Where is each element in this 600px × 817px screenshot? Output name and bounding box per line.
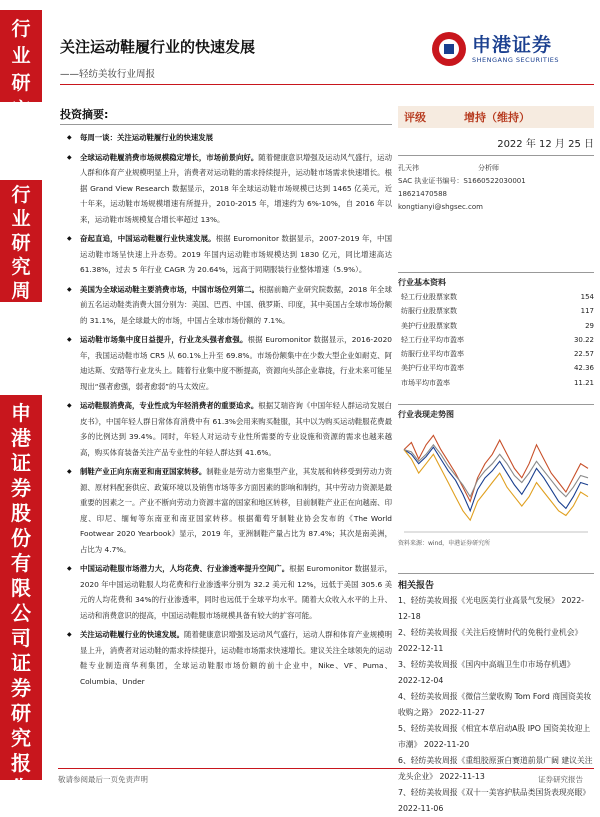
related-report-title: 5、轻纺美妆周报《相宜本草启动A股 IPO 国资美妆迎上市潮》 — [398, 724, 591, 750]
summary-heading: 投资摘要: — [60, 108, 109, 121]
sidebar-char: 报 — [11, 304, 31, 326]
summary-paragraph — [64, 464, 392, 557]
sidebar-char: 究 — [11, 726, 31, 750]
industry-data-row — [398, 347, 594, 361]
page-title: 关注运动鞋履行业的快速发展 — [60, 38, 256, 56]
industry-data-key: 市场平均市盈率 — [401, 378, 450, 387]
sidebar-char: 股 — [11, 501, 31, 525]
divider — [398, 573, 594, 574]
summary-paragraph — [64, 231, 392, 278]
related-report-date: 2022-12-18 — [398, 596, 585, 622]
summary-paragraph-body: 根据前瞻产业研究院数据，2018 年全球前五名运动鞋类消费大国分别为：美国、巴西、中国、俄罗斯、印度，其中美国占全球市场份额的 31.1%，是全球最大的市场，中国占全球市场份额的 7.1%。 — [80, 284, 392, 325]
analyst-phone: 18621470588 — [398, 190, 447, 198]
related-report-item[interactable] — [398, 625, 594, 657]
related-report-date: 2022-11-27 — [439, 708, 485, 718]
summary-paragraph-body: 随着健康意识增强及运动风气盛行，运动人群和体育产业规模明显上升，消费者对运动鞋的需求持续提升，运动鞋市场需求快速增长。根据 Grand View Research 数据显示，2018 年全球运动鞋市场规模已达到 1465 亿美元，近十年来，运动鞋市场规模增速有所提升，2010-2015 年，增速约为 6%-10%，自 2016 年以来，运动鞋市场规模复合增长率超过 13%。 — [80, 152, 392, 224]
industry-data-key: 纺服行业股票家数 — [401, 307, 457, 316]
related-report-title: 2、轻纺美妆周报《关注后疫情时代的免税行业机会》 — [398, 628, 583, 638]
industry-data-row — [398, 319, 594, 333]
summary-content — [64, 126, 392, 689]
related-report-item[interactable] — [398, 721, 594, 753]
related-report-date: 2022-11-13 — [439, 772, 485, 782]
industry-data-value: 22.57 — [573, 350, 594, 359]
sidebar-char: 限 — [11, 576, 31, 600]
logo-icon — [432, 32, 466, 66]
chart-title: 行业表现走势图 — [398, 410, 454, 420]
related-report-title: 1、轻纺美妆周报《光电医美行业高景气发展》 — [398, 596, 562, 606]
rating-label: 评级 — [404, 111, 426, 124]
summary-paragraph-body: 根据 Euromonitor 数据显示，2016-2020 年，我国运动鞋市场 CR5 从 60.1%上升至 69.8%。市场份额集中在少数大型企业如耐克、阿迪达斯、安踏等行业龙头上。随着行业集中度不断提高，资源向头部企业靠拢，行业未来可能呈现出“强者愈强，弱者愈弱”的马太效应。 — [80, 335, 392, 391]
summary-paragraph-body: 随着健康意识增强及运动风气盛行，运动人群和体育产业规模明显上升，消费者对运动鞋的需求持续提升，运动鞋市场需求快速增长。建议关注全球领先的运动鞋专业制造商华利集团，全球运动鞋服市场份额的前十企业中，Nike、VF、Puma、Columbia、Under — [80, 630, 392, 686]
industry-data-key: 美护行业股票家数 — [401, 321, 457, 330]
footer-disclaimer[interactable]: 敬请参阅最后一页免责声明 — [58, 775, 148, 784]
industry-data-key: 轻工行业股票家数 — [401, 293, 457, 301]
industry-data-row — [398, 361, 594, 375]
related-report-item[interactable] — [398, 785, 594, 817]
rating-value: 增持（维持） — [464, 111, 530, 124]
summary-paragraph-body: 根据艾瑞咨询《中国年轻人群运动发展白皮书》，中国年轻人群日常体育消费中有 61.3%会用来购买鞋服，其中以为购买运动鞋服花费最多的比例达到 39.4%。同时，年轻人对运动专业性所需要的专业设施和资源的需求也越来越高，购买体育装备关注产品专业性的年轻人群达到 41.6%。 — [80, 401, 392, 457]
related-report-title: 4、轻纺美妆周报《微信兰蒙收购 Tom Ford 商国资美妆收购之路》 — [398, 692, 592, 718]
sidebar-char: 有 — [11, 551, 31, 575]
sidebar-char: 报 — [11, 751, 31, 775]
industry-data-key: 美护行业平均市盈率 — [401, 364, 464, 373]
summary-paragraph — [64, 332, 392, 394]
header-divider — [60, 84, 594, 85]
footer-label: 证券研究报告 — [538, 775, 583, 784]
logo-en-text: SHENGANG SECURITIES — [472, 56, 560, 64]
performance-chart — [398, 420, 594, 538]
industry-data-value: 30.22 — [573, 335, 594, 344]
summary-paragraph — [64, 282, 392, 329]
rating-bar — [398, 106, 594, 128]
summary-paragraph-body: 根据 Euromonitor 数据显示，2020 年中国运动鞋服人均花费和行业渗透率分别为 32.2 美元和 12%，远低于美国 305.6 美元的人均花费和 34%的行业渗透率，同时也远低于全球平均水平。随着大众收入水平的上升、运动和消费意识的提高，中国运动鞋服市场规模具备有较大的扩容可能。 — [80, 564, 392, 620]
sidebar-char: 行 — [11, 184, 31, 206]
summary-paragraph — [64, 150, 392, 228]
industry-data-heading: 行业基本资料 — [398, 278, 446, 287]
sidebar-char: 港 — [11, 426, 31, 450]
industry-data-row — [398, 290, 594, 304]
footer-divider — [58, 768, 594, 769]
performance-chart-svg — [398, 420, 594, 538]
sidebar-char: 周 — [11, 280, 31, 302]
summary-paragraph-lead: 美国为全球运动鞋主要消费市场，中国市场位列第二。 — [80, 284, 259, 294]
divider — [398, 272, 594, 273]
summary-paragraph-lead: 中国运动鞋服市场潜力大，人均花费、行业渗透率提升空间广。 — [80, 564, 290, 573]
summary-paragraph-lead: 制鞋产业正向东南亚和南亚国家转移。 — [80, 467, 207, 476]
sidebar-char: 司 — [11, 626, 31, 650]
analyst-role: 分析师 — [478, 164, 499, 172]
sidebar-char: 申 — [11, 401, 31, 425]
related-report-item[interactable] — [398, 593, 594, 625]
summary-paragraph — [64, 561, 392, 623]
logo-cn-text: 申港证券 — [472, 34, 553, 56]
sidebar-char: 公 — [11, 601, 31, 625]
summary-paragraph — [64, 398, 392, 460]
analyst-info — [398, 162, 594, 214]
sidebar-char: 业 — [11, 45, 31, 67]
sidebar-char: 业 — [11, 208, 31, 230]
right-column — [398, 106, 594, 817]
related-report-date: 2022-11-20 — [423, 740, 470, 750]
industry-data-row — [398, 333, 594, 347]
industry-data-row — [398, 304, 594, 318]
analyst-name: 孔天祎 — [398, 164, 419, 172]
industry-data-value: 117 — [580, 307, 594, 316]
page-subtitle: ——轻纺美妆行业周报 — [60, 69, 156, 80]
chart-series-line — [404, 445, 588, 497]
sidebar — [0, 0, 42, 800]
sidebar-char: 究 — [11, 256, 31, 278]
sac-label: SAC 执业证书编号： — [398, 177, 464, 185]
related-report-title: 6、轻纺美妆周报《重组胶原蛋白赛道前景广阔 建议关注龙头企业》 — [398, 756, 593, 782]
sidebar-char: 证 — [11, 651, 31, 675]
sidebar-char: 份 — [11, 526, 31, 550]
sidebar-block-weekly-report — [0, 180, 42, 326]
industry-data-value: 11.21 — [573, 378, 594, 387]
sidebar-char: 券 — [11, 476, 31, 500]
sidebar-char: 究 — [11, 99, 31, 121]
industry-data-value: 29 — [585, 321, 594, 330]
sidebar-char: 券 — [11, 676, 31, 700]
summary-paragraph-lead: 奋起直追，中国运动鞋履行业快速发展。 — [80, 234, 216, 243]
industry-data-row — [398, 376, 594, 390]
related-report-date: 2022-11-06 — [398, 804, 444, 814]
sidebar-char: 研 — [11, 232, 31, 254]
related-report-item[interactable] — [398, 689, 594, 721]
summary-paragraph — [64, 130, 392, 146]
related-report-item[interactable] — [398, 657, 594, 689]
related-report-title: 7、轻纺美妆周报《双十一美容护肤品类国货表现亮眼》 — [398, 788, 591, 798]
summary-paragraph-body: 制鞋业是劳动力密集型产业，其发展和转移受到劳动力资源、原材料配套供应、政策环境以及销售市场等多方面因素的影响和制约，其中劳动力资源是最重要的因素之一。产业不断向劳动力资源丰富的国家和地区转移，目前制鞋产业正在向越南、印度、印尼、缅甸等东南亚和南亚国家转移。根据葡萄牙制鞋业协会发布的《The World Footwear 2020 Yearbook》显示，2019 年，亚洲制鞋产量占比为 87.4%；其次是南美洲，占比为 4.7%。 — [80, 467, 392, 554]
industry-data-key: 轻工行业平均市盈率 — [401, 335, 464, 344]
summary-paragraph-body: 根据 Euromonitor 数据显示，2007-2019 年，中国运动鞋市场呈快速上升态势。2019 年国内运动鞋市场规模达到 1830 亿元，同比增速高达 61.38%，过去 5 年行业 CAGR 为 20.64%，远高于同期服装行业整体增速（5.9%）。 — [80, 234, 392, 274]
divider — [398, 404, 594, 405]
related-report-date: 2022-12-11 — [398, 644, 444, 654]
sac-number: S1660522030001 — [463, 177, 526, 185]
industry-data-table — [398, 290, 594, 390]
chart-source: 资料来源：wind，申港证券研究所 — [398, 540, 491, 548]
sidebar-char: 证 — [11, 451, 31, 475]
sidebar-char: 研 — [11, 72, 31, 94]
sidebar-block-industry-research — [0, 10, 42, 121]
summary-divider — [60, 124, 392, 125]
sidebar-char: 告 — [11, 776, 31, 800]
summary-paragraph-lead: 运动鞋服消费高，专业性成为年轻消费者的重要追求。 — [80, 401, 259, 410]
summary-paragraph-lead: 运动鞋市场集中度日益提升，行业龙头强者愈强。 — [80, 335, 248, 344]
sidebar-char: 研 — [11, 701, 31, 725]
summary-paragraph-lead: 关注运动鞋履行业的快速发展。 — [80, 630, 185, 639]
summary-paragraph-lead: 全球运动鞋履消费市场规模稳定增长，市场前景向好。 — [80, 152, 259, 162]
divider — [398, 155, 594, 156]
summary-paragraph-lead: 每周一谈：关注运动鞋履行业的快速发展 — [80, 133, 214, 142]
report-date: 2022 年 12 月 25 日 — [497, 139, 594, 150]
related-report-title: 3、轻纺美妆周报《国内中高端卫生巾市场存机遇》 — [398, 660, 575, 670]
related-reports-heading: 相关报告 — [398, 581, 435, 592]
industry-data-value: 42.36 — [573, 364, 594, 373]
industry-data-value: 154 — [580, 293, 594, 301]
sidebar-char: 行 — [11, 18, 31, 40]
related-report-date: 2022-12-04 — [398, 676, 444, 686]
analyst-email[interactable]: kongtianyi@shgsec.com — [398, 203, 483, 211]
summary-paragraph — [64, 627, 392, 689]
sidebar-block-company — [0, 395, 42, 800]
industry-data-key: 纺服行业平均市盈率 — [401, 350, 464, 359]
company-logo — [432, 28, 592, 70]
